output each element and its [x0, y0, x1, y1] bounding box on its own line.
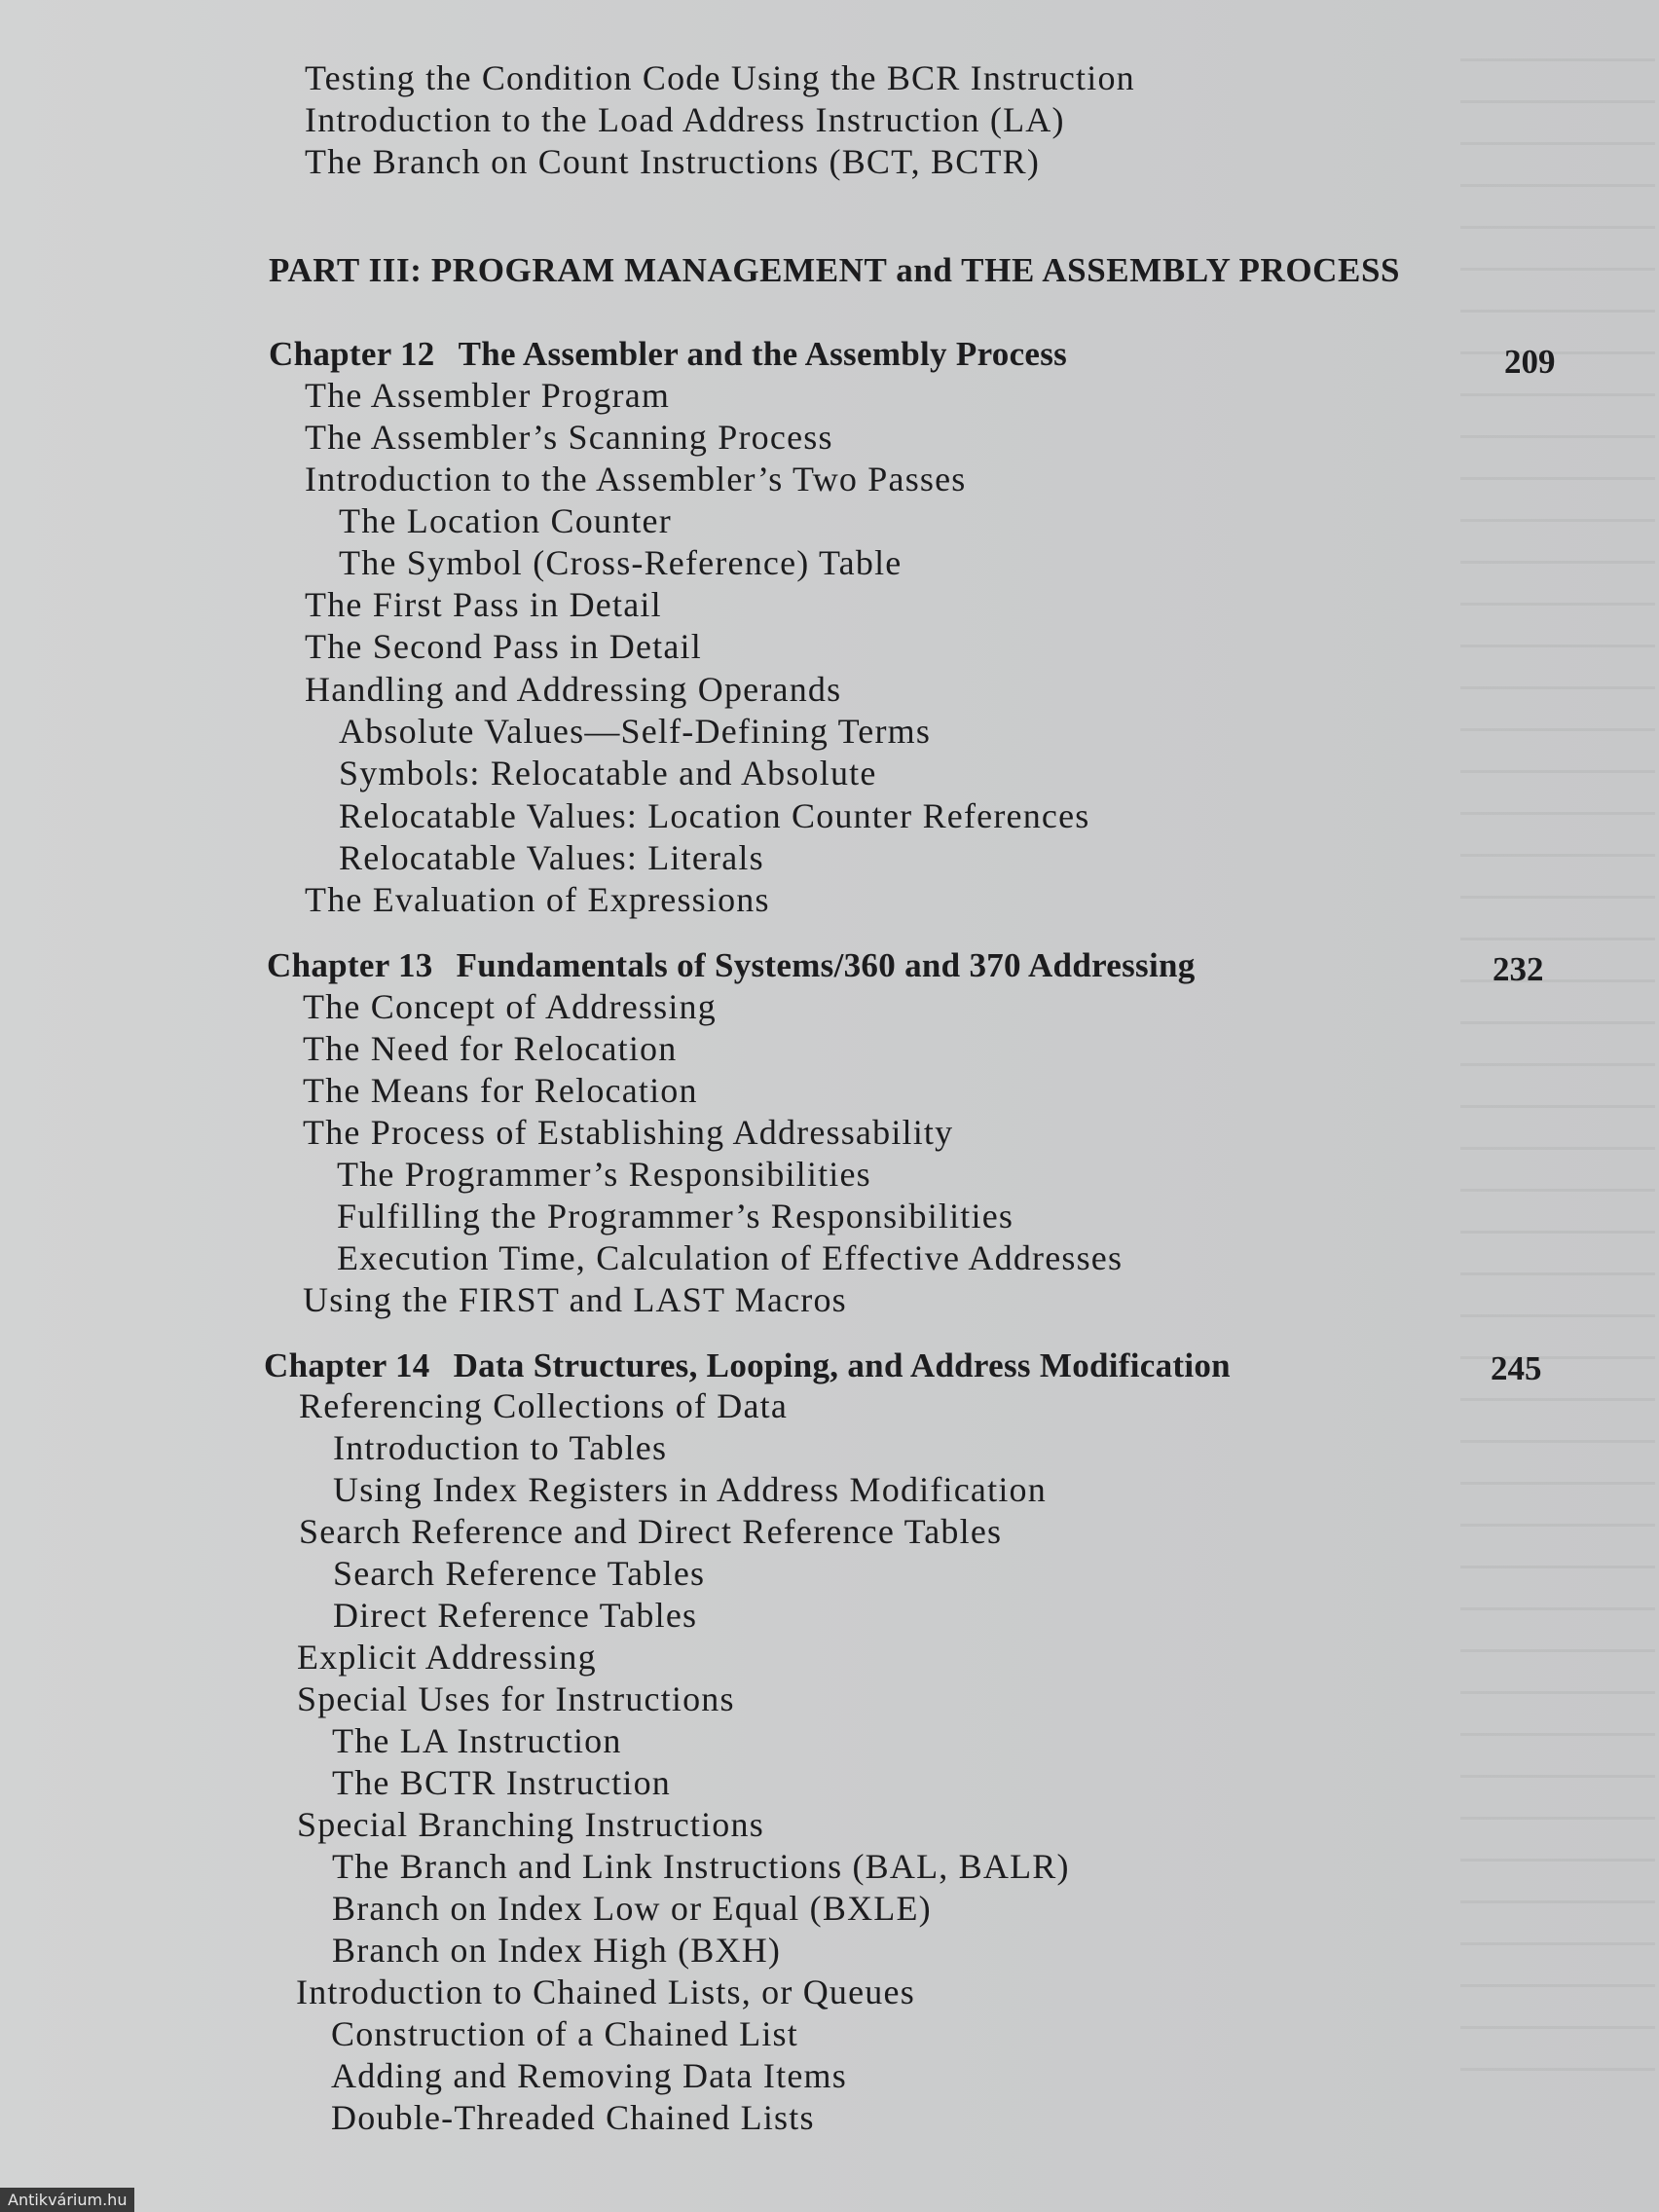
toc-entry: Introduction to the Assembler’s Two Passes — [305, 460, 967, 498]
toc-subentry: The Symbol (Cross-Reference) Table — [339, 543, 903, 582]
chapter-label: Chapter 13 — [267, 946, 433, 984]
show-through-texture — [1460, 58, 1655, 2103]
toc-entry: The Need for Relocation — [303, 1029, 678, 1068]
toc-subentry: Construction of a Chained List — [331, 2014, 798, 2053]
chapter-title: Fundamentals of Systems/360 and 370 Addressing — [456, 946, 1196, 984]
toc-entry: The Concept of Addressing — [303, 987, 717, 1026]
chapter-heading — [267, 946, 1196, 985]
toc-subentry: The Programmer’s Responsibilities — [337, 1155, 871, 1194]
watermark: Antikvárium.hu — [0, 2188, 134, 2212]
toc-entry: Introduction to Chained Lists, or Queues — [296, 1972, 915, 2011]
toc-subentry: The BCTR Instruction — [332, 1763, 671, 1802]
toc-subentry: Using Index Registers in Address Modification — [333, 1470, 1047, 1509]
toc-entry: Referencing Collections of Data — [299, 1386, 789, 1425]
toc-subentry: The LA Instruction — [332, 1721, 622, 1760]
toc-entry: The First Pass in Detail — [305, 585, 662, 624]
toc-entry: Explicit Addressing — [297, 1638, 597, 1677]
toc-subentry: Relocatable Values: Literals — [339, 838, 764, 877]
toc-subentry: Fulfilling the Programmer’s Responsibilities — [337, 1197, 1014, 1235]
toc-subentry: Absolute Values—Self-Defining Terms — [339, 712, 932, 751]
chapter-title: Data Structures, Looping, and Address Modification — [453, 1346, 1231, 1384]
toc-entry: Special Uses for Instructions — [297, 1679, 735, 1718]
toc-entry: Handling and Addressing Operands — [305, 670, 842, 709]
toc-subentry: The Branch and Link Instructions (BAL, BALR) — [332, 1847, 1070, 1886]
toc-subentry: Execution Time, Calculation of Effective Addresses — [337, 1238, 1124, 1277]
toc-subentry: Direct Reference Tables — [333, 1596, 698, 1635]
chapter-heading — [264, 1346, 1231, 1385]
toc-entry: Special Branching Instructions — [297, 1805, 764, 1844]
toc-entry: The Means for Relocation — [303, 1071, 698, 1110]
toc-subentry: Branch on Index High (BXH) — [332, 1931, 782, 1970]
toc-entry: Introduction to the Load Address Instruction (LA) — [305, 100, 1065, 139]
toc-entry: Using the FIRST and LAST Macros — [303, 1280, 847, 1319]
chapter-page-number: 232 — [1493, 950, 1544, 988]
toc-entry: The Assembler Program — [305, 376, 671, 415]
toc-subentry: Introduction to Tables — [333, 1428, 668, 1467]
toc-entry: Testing the Condition Code Using the BCR Instruction — [305, 58, 1135, 97]
toc-subentry: Branch on Index Low or Equal (BXLE) — [332, 1889, 932, 1928]
toc-subentry: Symbols: Relocatable and Absolute — [339, 754, 877, 793]
chapter-title: The Assembler and the Assembly Process — [458, 335, 1068, 373]
toc-entry: Search Reference and Direct Reference Tables — [299, 1512, 1003, 1551]
chapter-heading — [269, 335, 1067, 374]
toc-subentry: Adding and Removing Data Items — [331, 2056, 847, 2095]
toc-subentry: The Location Counter — [339, 501, 672, 540]
toc-entry: The Process of Establishing Addressability — [303, 1113, 954, 1152]
chapter-label: Chapter 14 — [264, 1346, 430, 1384]
toc-entry: The Second Pass in Detail — [305, 627, 702, 666]
chapter-page-number: 245 — [1491, 1349, 1542, 1387]
part-heading: PART III: PROGRAM MANAGEMENT and THE ASSEMBLY PROCESS — [269, 251, 1401, 289]
toc-subentry: Relocatable Values: Location Counter References — [339, 796, 1090, 835]
chapter-page-number: 209 — [1504, 343, 1556, 381]
toc-entry: The Branch on Count Instructions (BCT, BCTR) — [305, 142, 1041, 181]
toc-entry: The Evaluation of Expressions — [305, 880, 770, 919]
toc-entry: The Assembler’s Scanning Process — [305, 418, 833, 457]
toc-subentry: Double-Threaded Chained Lists — [331, 2098, 815, 2137]
chapter-label: Chapter 12 — [269, 335, 435, 373]
toc-subentry: Search Reference Tables — [333, 1554, 706, 1593]
